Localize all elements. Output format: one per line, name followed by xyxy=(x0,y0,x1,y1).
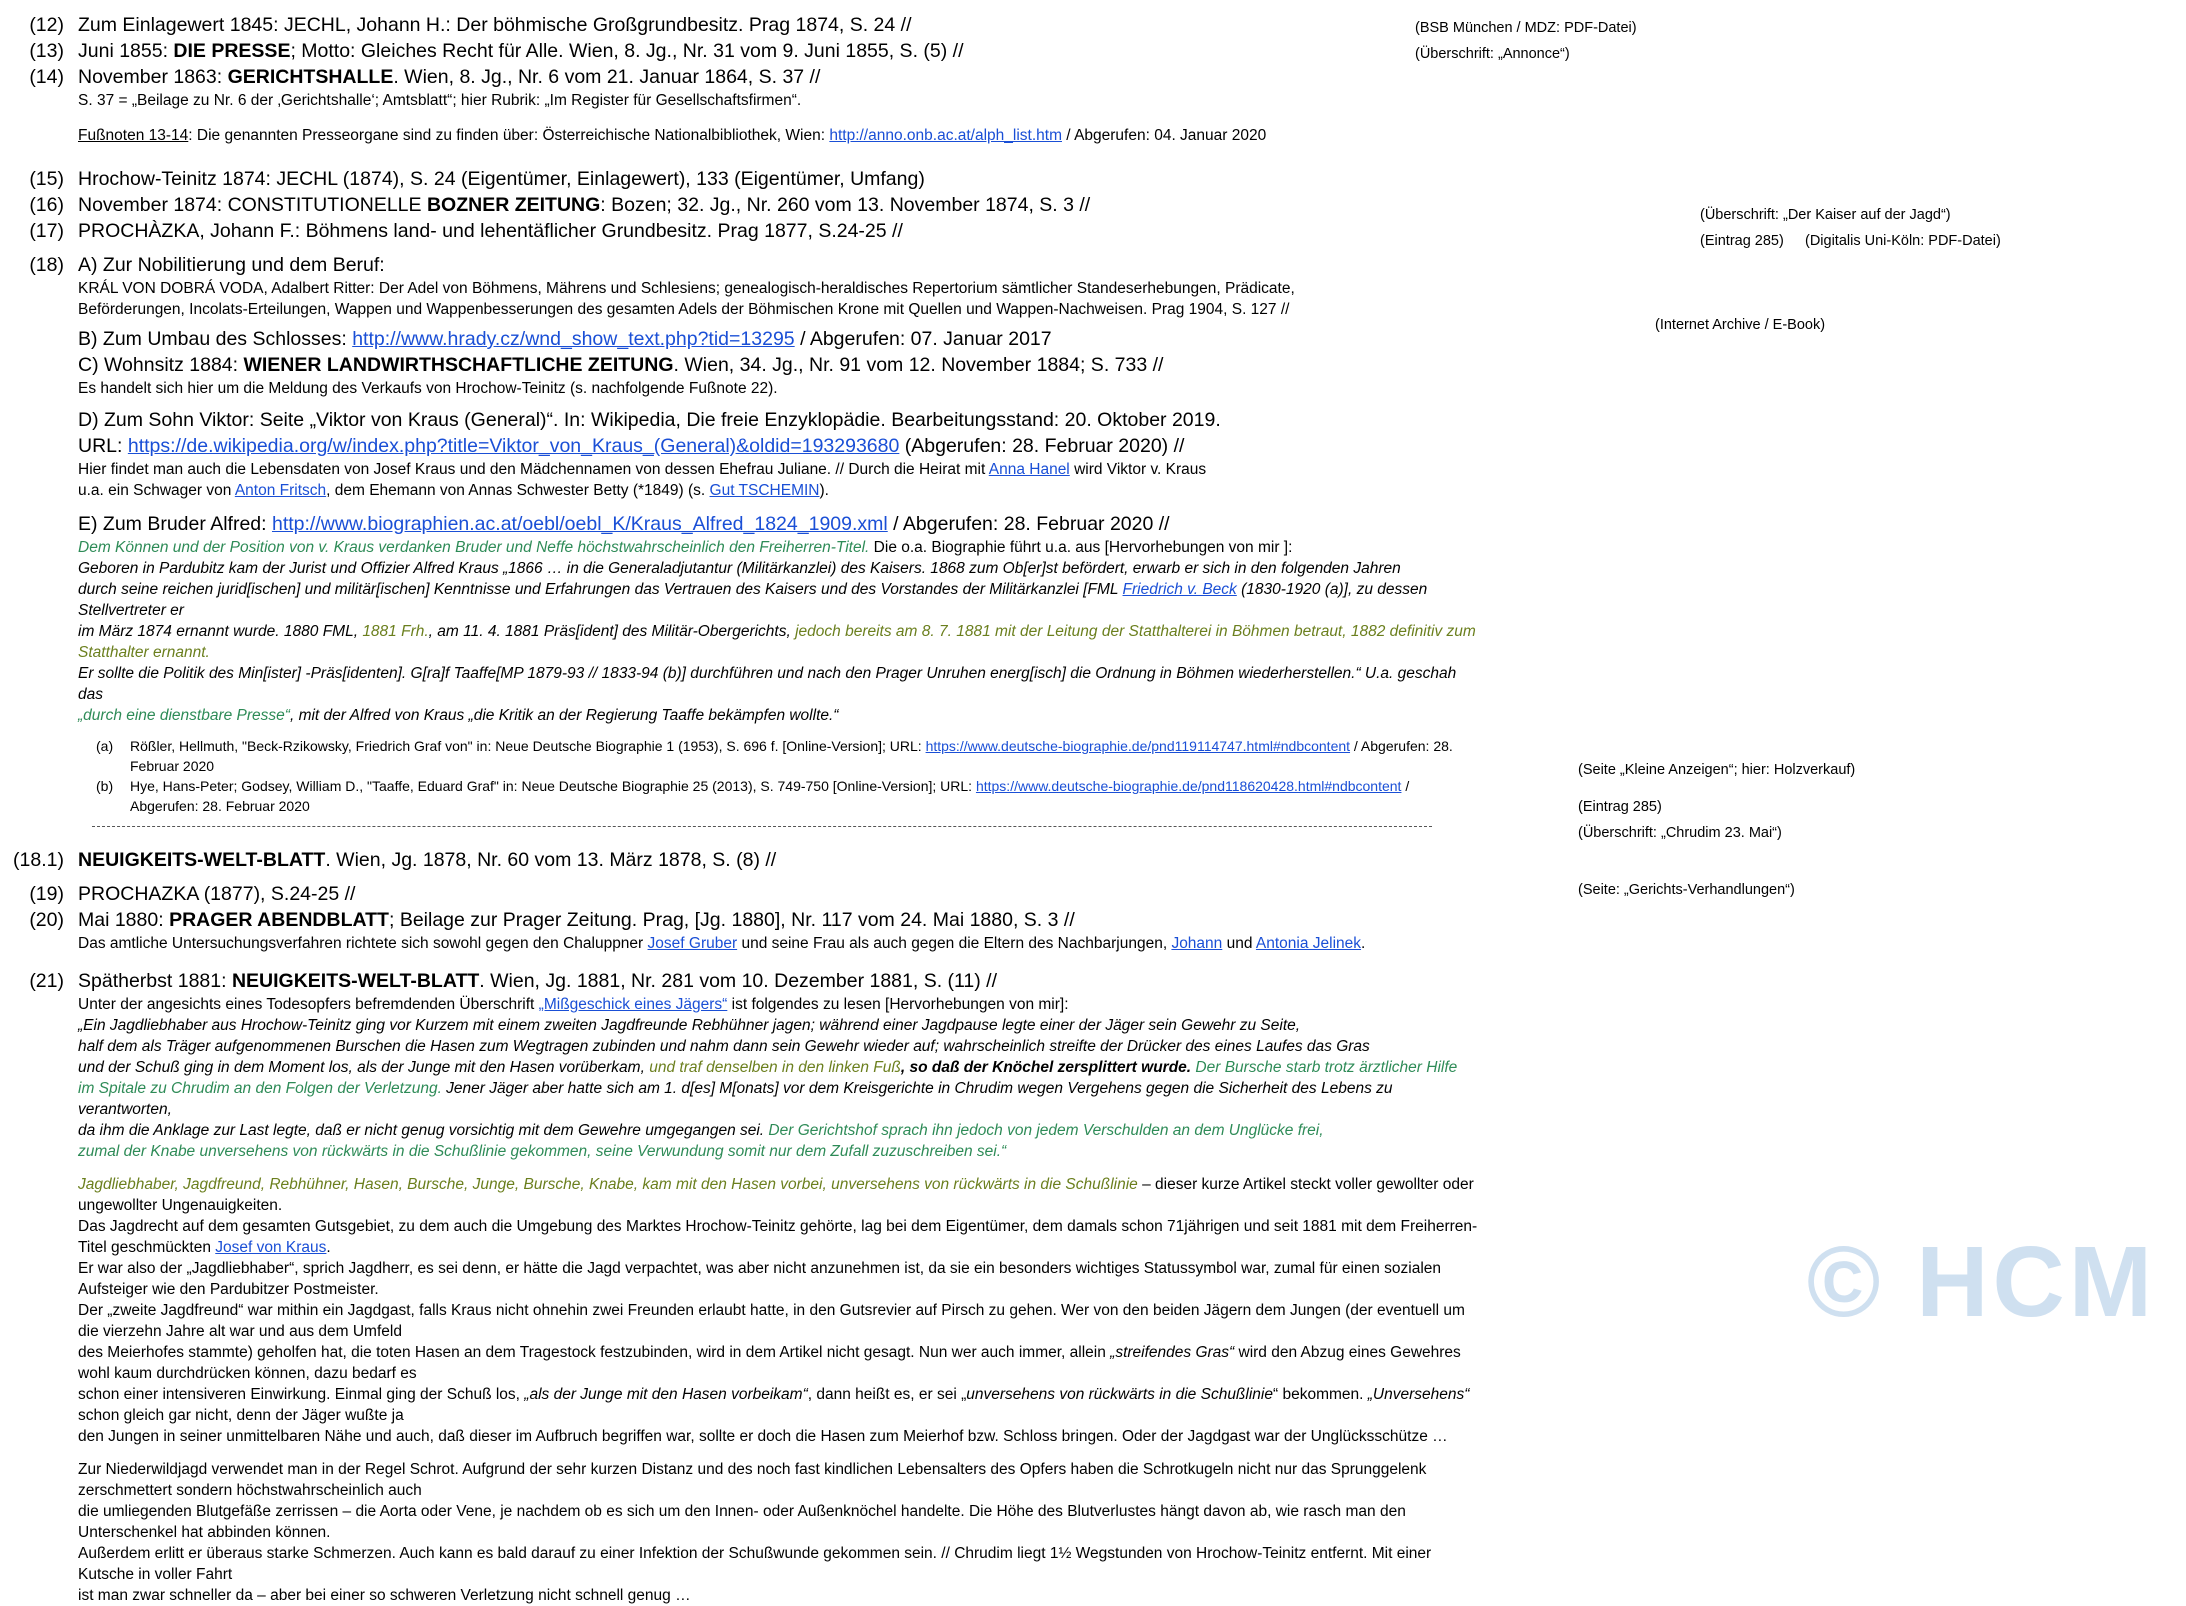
entry-21-intro: Unter der angesichts eines Todesopfers befremdenden Überschrift „Mißgeschick eines Jägers“ ist folgendes zu lesen [Hervorhebungen von mir]: xyxy=(78,996,1069,1013)
entry-prefix: November 1874: CONSTITUTIONELLE xyxy=(78,194,427,216)
section-d-url-suffix: (Abgerufen: 28. Februar 2020) // xyxy=(899,435,1185,457)
entry-subnote: S. 37 = „Beilage zu Nr. 6 der ‚Gerichtshalle‘; Amtsblatt“; hier Rubrik: „Im Register für Gesellschaftsfirmen“. xyxy=(78,92,802,109)
entry-18-section-a-text-2: Beförderungen, Incolats-Erteilungen, Wappen und Wappenbesserungen des gesamten Adels der Böhmischen Krone mit Quellen und Wappen-Nachweisen. Prag 1904, S. 127 // xyxy=(78,301,1290,318)
entry-18-section-b xyxy=(78,326,1480,352)
publication-title: BOZNER ZEITUNG xyxy=(426,194,601,216)
anna-hanel-link[interactable]: Anna Hanel xyxy=(988,461,1070,478)
reference-b: (b) Hye, Hans-Peter; Godsey, William D., "Taaffe, Eduard Graf" in: Neue Deutsche Biographie 25 (2013), S. 749-750 [Online-Version]; URL: https://www.deutsche-biographie.de/pnd118620428.html#ndbcontent / Abgerufen: 28. Februar 2020 xyxy=(96,778,1410,814)
entry-text: PROCHÀZKA, Johann F.: Böhmens land- und lehentäflicher Grundbesitz. Prag 1877, S.24-25 // xyxy=(78,220,903,242)
section-c-prefix: C) Wohnsitz 1884: xyxy=(78,354,244,376)
entry-18-section-a-title: A) Zur Nobilitierung und dem Beruf: xyxy=(78,254,385,276)
entry-number: (14) xyxy=(29,66,64,88)
margin-note-16: (Überschrift: „Der Kaiser auf der Jagd“) xyxy=(1700,207,1951,223)
section-c-suffix: . Wien, 34. Jg., Nr. 91 vom 12. November 1884; S. 733 // xyxy=(673,354,1164,376)
commentary-line-3: Er war also der „Jagdliebhaber“, sprich Jagdherr, es sei denn, er hätte die Jagd verpachtet, was aber nicht anzunehmen ist, da sie ein besonders wichtiges Statussymbol war, zumal für einen sozialen Aufsteiger wie den Pardubitzer Postmeister. xyxy=(78,1260,1442,1298)
entry-text: NEUIGKEITS-WELT-BLATT. Wien, Jg. 1878, Nr. 60 vom 13. März 1878, S. (8) // xyxy=(78,849,777,871)
entry-text xyxy=(78,192,1480,218)
commentary-line-5: des Meierhofes stammte) geholfen hat, die toten Hasen an dem Tragestock festzubinden, wird in dem Artikel nicht gesagt. Nun wer auch immer, allein „streifendes Gras“ wird den Abzug eines Gewehres wohl kaum durchdrücken können, dazu bedarf es xyxy=(78,1344,1461,1382)
quote-line-4: im Spitale zu Chrudim an den Folgen der Verletzung. Jener Jäger aber hatte sich am 1. d[es] M[onats] vor dem Kreisgerichte in Chrudim wegen Vergehens gegen die Sicherheit des Lebens zu verantworten, xyxy=(78,1080,1393,1118)
reference-a: (a) Rößler, Hellmuth, "Beck-Rzikowsky, Friedrich Graf von" in: Neue Deutsche Biographie 1 (1953), S. 696 f. [Online-Version]; URL: https://www.deutsche-biographie.de/pnd119114747.html#ndbcontent / Abgerufen: 28. Februar 2020 xyxy=(96,738,1453,774)
section-b-link[interactable]: http://www.hrady.cz/wnd_show_text.php?tid=13295 xyxy=(352,328,795,350)
section-e-suffix: / Abgerufen: 28. Februar 2020 // xyxy=(887,513,1170,535)
margin-note-18-1: (Seite „Kleine Anzeigen“; hier: Holzverkauf) xyxy=(1578,762,1856,778)
commentary-line-4: Der „zweite Jagdfreund“ war mithin ein Jagdgast, falls Kraus nicht ohnehin zwei Freunden erlaubt hatte, in den Gutsrevier auf Pirsch zu gehen. Wer von den beiden Jägern dem Jungen (der eventuell um die vierzehn Jahre alt war und aus dem Umfeld xyxy=(78,1302,1465,1340)
entry-18-section-e-line-2: Geboren in Pardubitz kam der Jurist und Offizier Alfred Kraus „1866 … in die Generaladjutantur (Militärkanzlei) des Kaisers. 1868 zum Ob[er]st befördert, erwarb er sich in den folgenden Jahren xyxy=(78,560,1401,577)
entry-18-section-a-text-1: KRÁL VON DOBRÁ VODA, Adalbert Ritter: Der Adel von Böhmens, Mährens und Schlesiens; genealogisch-heraldisches Repertorium sämtlicher Standeserhebungen, Prädicate, xyxy=(78,280,1295,297)
margin-note-18-a: (Internet Archive / E-Book) xyxy=(1655,317,1826,333)
entry-text: Zum Einlagewert 1845: JECHL, Johann H.: Der böhmische Großgrundbesitz. Prag 1874, S. 24 // xyxy=(78,14,912,36)
entry-18-section-e-line-5: Er sollte die Politik des Min[ister] -Präs[identen]. G[ra]f Taaffe[MP 1879-93 // 1833-94 (b)] durchführen und nach den Prager Unruhen energ[isch] die Ordnung in Böhmen wiederherstellen.“ U.a. geschah das xyxy=(78,665,1457,703)
josef-gruber-link[interactable]: Josef Gruber xyxy=(647,935,738,952)
reference-entry-20 xyxy=(0,907,1480,954)
footnote-label: Fußnoten 13-14 xyxy=(78,127,189,144)
quote-line-5: da ihm die Anklage zur Last legte, daß er nicht genug vorsichtig mit dem Gewehre umgegangen sei. Der Gerichtshof sprach ihn jedoch von jedem Verschulden an dem Unglücke frei, xyxy=(78,1122,1324,1139)
entry-18-section-e-line-6: „durch eine dienstbare Presse“, mit der Alfred von Kraus „die Kritik an der Regierung Taaffe bekämpfen wollte.“ xyxy=(78,707,839,724)
entry-number: (15) xyxy=(29,168,64,190)
margin-note-20: (Überschrift: „Chrudim 23. Mai“) xyxy=(1578,825,1782,841)
quote-line-6: zumal der Knabe unversehens von rückwärts in die Schußlinie gekommen, seine Verwundung somit nur dem Zufall zuzuschreiben sei.“ xyxy=(78,1143,1007,1160)
section-c-publication: WIENER LANDWIRTHSCHAFTLICHE ZEITUNG xyxy=(243,354,674,376)
entry-18-section-e-line-3: durch seine reichen jurid[ischen] und militär[ischen] Kenntnisse und Erfahrungen das Vertrauen des Kaisers und des Vorstandes der Militärkanzlei [FML Friedrich v. Beck (1830-1920 (a)], zu dessen Stellvertreter er xyxy=(78,581,1428,619)
entry-text xyxy=(78,38,1480,64)
reference-entry-13 xyxy=(0,38,1480,64)
publication-title: NEUIGKEITS-WELT-BLATT xyxy=(231,970,480,992)
reference-entry-19 xyxy=(0,881,1480,907)
entry-18-section-d-subnote-2: u.a. ein Schwager von Anton Fritsch, dem Ehemann von Annas Schwester Betty (*1849) (s. Gut TSCHEMIN). xyxy=(78,482,829,499)
entry-18-section-d-subnote-1: Hier findet man auch die Lebensdaten von Josef Kraus und den Mädchennamen von dessen Ehefrau Juliane. // Durch die Heirat mit Anna Hanel wird Viktor v. Kraus xyxy=(78,461,1207,478)
reference-entry-16 xyxy=(0,192,1480,218)
entry-text: PROCHAZKA (1877), S.24-25 // xyxy=(78,883,356,905)
commentary-line-2: Das Jagdrecht auf dem gesamten Gutsgebiet, zu dem auch die Umgebung des Marktes Hrochow-Teinitz gehörte, lag bei dem Eigentümer, dem damals schon 71jährigen und seit 1881 mit dem Freiherren-Titel geschmückten Josef von Kraus. xyxy=(78,1218,1478,1256)
margin-note-17-a: (Eintrag 285) xyxy=(1700,233,1784,249)
footnote-13-14 xyxy=(0,125,1480,146)
reference-entry-12 xyxy=(0,12,1480,38)
entry-text: Spätherbst 1881: NEUIGKEITS-WELT-BLATT. Wien, Jg. 1881, Nr. 281 vom 10. Dezember 1881, S. (11) // xyxy=(78,970,998,992)
gut-tschemin-link[interactable]: Gut TSCHEMIN xyxy=(709,482,820,499)
entry-text xyxy=(78,64,1480,111)
entry-18-section-e-line-4: im März 1874 ernannt wurde. 1880 FML, 1881 Frh., am 11. 4. 1881 Präs[ident] des Militär-Obergerichts, jedoch bereits am 8. 7. 1881 mit der Leitung der Statthalterei in Böhmen betraut, 1882 definitiv zum Statthalter ernannt. xyxy=(78,623,1476,661)
entry-suffix: : Bozen; 32. Jg., Nr. 260 vom 13. November 1874, S. 3 // xyxy=(600,194,1091,216)
section-b-suffix: / Abgerufen: 07. Januar 2017 xyxy=(794,328,1052,350)
section-d-url-prefix: URL: xyxy=(78,435,128,457)
entry-18-section-e-line-1: Dem Können und der Position von v. Kraus verdanken Bruder und Neffe höchstwahrscheinlich den Freiherren-Titel. Die o.a. Biographie führt u.a. aus [Hervorhebungen von mir ]: xyxy=(78,539,1293,556)
section-e-prefix: E) Zum Bruder Alfred: xyxy=(78,513,272,535)
entry-prefix: November 1863: xyxy=(78,66,228,88)
document-content xyxy=(0,12,1480,1606)
entry-text: Hrochow-Teinitz 1874: JECHL (1874), S. 24 (Eigentümer, Einlagewert), 133 (Eigentümer, Umfang) xyxy=(78,168,925,190)
entry-18-section-c xyxy=(78,352,1480,378)
entry-suffix: ; Motto: Gleiches Recht für Alle. Wien, 8. Jg., Nr. 31 vom 9. Juni 1855, S. (5) // xyxy=(290,40,964,62)
ndb-taaffe-link[interactable]: https://www.deutsche-biographie.de/pnd118620428.html#ndbcontent xyxy=(975,778,1402,794)
entry-18-section-e xyxy=(78,511,1480,537)
watermark: © HCM xyxy=(1806,1226,2156,1338)
commentary2-line-1: Zur Niederwildjagd verwendet man in der Regel Schrot. Aufgrund der sehr kurzen Distanz und des noch fast kindlichen Lebensalters des Opfers haben die Schrotkugeln nicht nur das Sprunggelenk zerschmettert sondern höchstwahrscheinlich auch xyxy=(78,1461,1427,1499)
commentary-line-6: schon einer intensiveren Einwirkung. Einmal ging der Schuß los, „als der Junge mit den Hasen vorbeikam“, dann heißt es, er sei „unversehens von rückwärts in die Schußlinie“ bekommen. „Unversehens“ schon gleich gar nicht, denn der Jäger wußte ja xyxy=(78,1386,1470,1424)
reference-entry-15 xyxy=(0,166,1480,192)
antonia-jelinek-link[interactable]: Antonia Jelinek xyxy=(1255,935,1362,952)
entry-18-section-d-line-1: D) Zum Sohn Viktor: Seite „Viktor von Kraus (General)“. In: Wikipedia, Die freie Enzyklopädie. Bearbeitungsstand: 20. Oktober 2019. xyxy=(78,409,1221,431)
entry-number: (16) xyxy=(29,194,64,216)
friedrich-v-beck-link[interactable]: Friedrich v. Beck xyxy=(1122,581,1237,598)
section-d-link[interactable]: https://de.wikipedia.org/w/index.php?title=Viktor_von_Kraus_(General)&oldid=193293680 xyxy=(127,435,900,457)
commentary-line-1: Jagdliebhaber, Jagdfreund, Rebhühner, Hasen, Bursche, Junge, Bursche, Knabe, kam mit den Hasen vorbei, unversehens von rückwärts in die Schußlinie – dieser kurze Artikel steckt voller gewollter oder ungewollter Ungenauigkeiten. xyxy=(78,1176,1474,1214)
reference-entry-17 xyxy=(0,218,1480,244)
margin-note-21: (Seite: „Gerichts-Verhandlungen“) xyxy=(1578,882,1795,898)
entry-20-subnote: Das amtliche Untersuchungsverfahren richtete sich sowohl gegen den Chaluppner Josef Gruber und seine Frau als auch gegen die Eltern des Nachbarjungen, Johann und Antonia Jelinek. xyxy=(78,935,1366,952)
publication-title: GERICHTSHALLE xyxy=(227,66,394,88)
reference-entry-18-1 xyxy=(0,847,1480,873)
publication-title: PRAGER ABENDBLATT xyxy=(169,909,389,931)
quote-line-3: und der Schuß ging in dem Moment los, als der Junge mit den Hasen vorüberkam, und traf denselben in den linken Fuß, so daß der Knöchel zersplittert wurde. Der Bursche starb trotz ärztlicher Hilfe xyxy=(78,1059,1458,1076)
footnote-text: : Die genannten Presseorgane sind zu finden über: Österreichische Nationalbibliothek, Wien: xyxy=(188,127,830,144)
reference-entry-18 xyxy=(0,252,1480,816)
footnote-link[interactable]: http://anno.onb.ac.at/alph_list.htm xyxy=(829,127,1062,144)
section-b-prefix: B) Zum Umbau des Schlosses: xyxy=(78,328,353,350)
publication-title: DIE PRESSE xyxy=(173,40,291,62)
entry-number: (17) xyxy=(29,220,64,242)
commentary2-line-4: ist man zwar schneller da – aber bei einer so schweren Verletzung nicht schnell genug … xyxy=(78,1587,691,1604)
ndb-beck-link[interactable]: https://www.deutsche-biographie.de/pnd119114747.html#ndbcontent xyxy=(925,738,1351,754)
margin-note-17-b: (Digitalis Uni-Köln: PDF-Datei) xyxy=(1805,233,2001,249)
reference-entry-21 xyxy=(0,968,1480,1606)
quote-line-2: half dem als Träger aufgenommenen Burschen die Hasen zum Wegtragen zubinden und nahm dann sein Gewehr wieder auf; wahrscheinlich streifte der Drücker des eines Laufes das Gras xyxy=(78,1038,1370,1055)
commentary-line-7: den Jungen in seiner unmittelbaren Nähe und auch, daß dieser im Aufbruch begriffen war, sollte er doch die Hasen zum Meierhof bzw. Schloss bringen. Oder der Jagdgast war der Unglücksschütze … xyxy=(78,1428,1448,1445)
quote-line-1: „Ein Jagdliebhaber aus Hrochow-Teinitz ging vor Kurzem mit einem zweiten Jagdfreunde Rebhühner jagen; während einer Jagdpause legte einer der Jäger sein Gewehr zu Seite, xyxy=(78,1017,1301,1034)
entry-18-section-c-subnote: Es handelt sich hier um die Meldung des Verkaufs von Hrochow-Teinitz (s. nachfolgende Fußnote 22). xyxy=(78,380,778,397)
entry-number: (20) xyxy=(29,909,64,931)
entry-suffix: . Wien, 8. Jg., Nr. 6 vom 21. Januar 1864, S. 37 // xyxy=(393,66,821,88)
entry-18-section-d-url xyxy=(78,433,1480,459)
footnote-tail: / Abgerufen: 04. Januar 2020 xyxy=(1062,127,1267,144)
margin-note-19: (Eintrag 285) xyxy=(1578,799,1662,815)
publication-title: NEUIGKEITS-WELT-BLATT xyxy=(78,849,326,871)
entry-number: (21) xyxy=(29,970,64,992)
commentary2-line-3: Außerdem erlitt er überaus starke Schmerzen. Auch kann es bald darauf zu einer Infektion der Schußwunde gekommen sein. // Chrudim liegt 1½ Wegstunden von Hrochow-Teinitz entfernt. Mit einer Kutsche in voller Fahrt xyxy=(78,1545,1432,1583)
missgeschick-link[interactable]: „Mißgeschick eines Jägers“ xyxy=(538,996,728,1013)
entry-number: (12) xyxy=(29,14,64,36)
commentary2-line-2: die umliegenden Blutgefäße zerrissen – die Aorta oder Vene, je nachdem ob es sich um den Innen- oder Außenknöchel handelte. Die Höhe des Blutverlustes hängt davon ab, wie rasch man den Unterschenkel hat abbinden können. xyxy=(78,1503,1406,1541)
entry-number: (19) xyxy=(29,883,64,905)
reference-entry-14 xyxy=(0,64,1480,111)
entry-number: (18.1) xyxy=(13,849,64,871)
entry-prefix: Juni 1855: xyxy=(78,40,174,62)
entry-number: (13) xyxy=(29,40,64,62)
entry-number: (18) xyxy=(29,254,64,276)
margin-note-12: (BSB München / MDZ: PDF-Datei) xyxy=(1415,20,1637,36)
anton-fritsch-link[interactable]: Anton Fritsch xyxy=(234,482,327,499)
margin-note-13: (Überschrift: „Annonce“) xyxy=(1415,46,1570,62)
section-e-link[interactable]: http://www.biographien.ac.at/oebl/oebl_K/Kraus_Alfred_1824_1909.xml xyxy=(271,513,888,535)
entry-text: Mai 1880: PRAGER ABENDBLATT; Beilage zur Prager Zeitung. Prag, [Jg. 1880], Nr. 117 vom 24. Mai 1880, S. 3 // xyxy=(78,909,1075,931)
josef-von-kraus-link[interactable]: Josef von Kraus xyxy=(215,1239,327,1256)
johann-link[interactable]: Johann xyxy=(1171,935,1223,952)
